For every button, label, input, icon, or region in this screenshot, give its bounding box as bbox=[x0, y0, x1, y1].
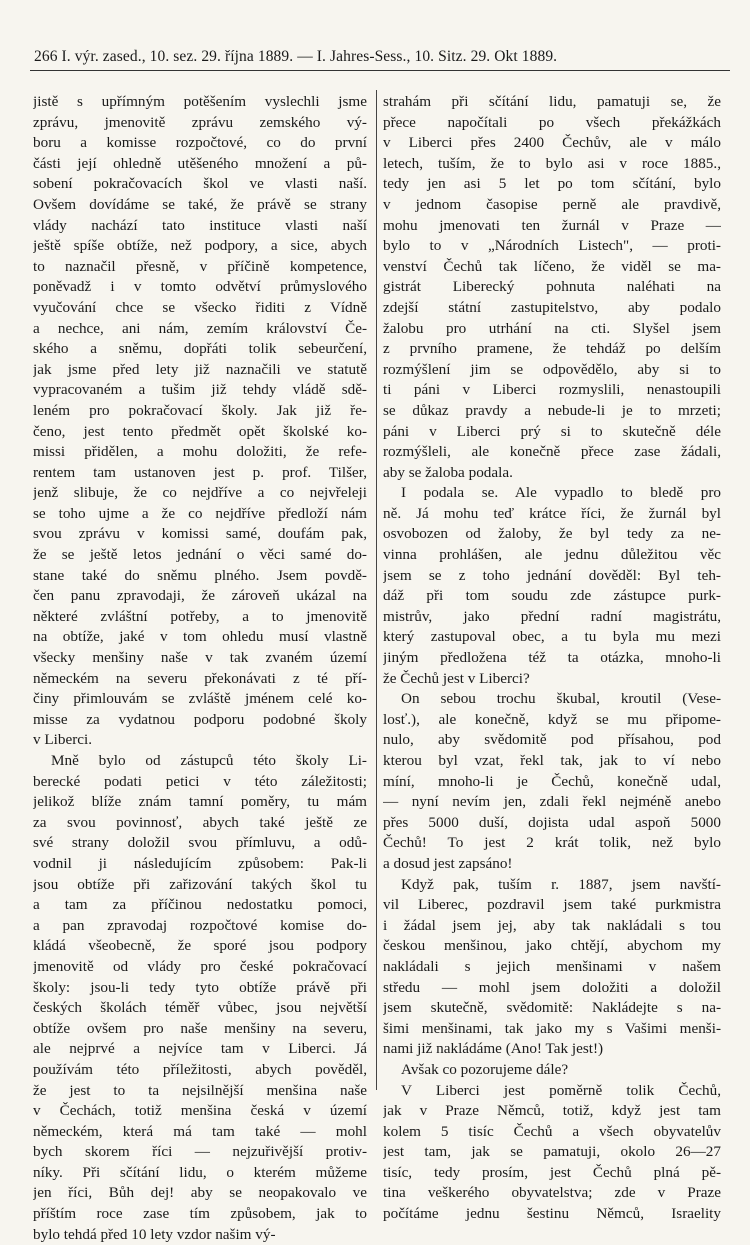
text-line: jak jsme před lety již naznačili ve statutě bbox=[33, 360, 367, 378]
text-line: jelikož blíže znám tamní poměry, tu mám bbox=[33, 793, 367, 811]
text-line: že se ještě letos jednání o věci samé do- bbox=[33, 546, 367, 564]
text-line: kterou byl vzat, řekl tak, jak to ví nebo bbox=[383, 752, 721, 769]
text-line: kolem 5 tisíc Čechů a všech obyvatelův bbox=[383, 1122, 721, 1140]
text-line: to naznačil přesně, v příčině kompetence, bbox=[33, 257, 367, 275]
text-line: níky. Při sčítání lidu, o kterém můžeme bbox=[33, 1163, 367, 1181]
text-line: páni v Liberci prý si to skutečně déle bbox=[383, 422, 721, 440]
text-line: V Liberci jest poměrně tolik Čechů, bbox=[401, 1081, 721, 1099]
text-line: německém, která má tam také — mohl bbox=[33, 1122, 367, 1140]
text-line: a tam za příčinou nedostatku pomoci, bbox=[33, 896, 367, 914]
text-line: bych skorem říci — nejzuřivější protiv- bbox=[33, 1143, 367, 1161]
text-line: v Liberci přes 2400 Čechův, ale v málo bbox=[383, 134, 721, 152]
text-line: obtíže ovšem pro naše menšiny na severu, bbox=[33, 1019, 367, 1037]
text-line: šimi menšinami, tak jako my s Vašimi menši- bbox=[383, 1019, 721, 1037]
text-line: leném pro pokračovací školy. Jak již ře- bbox=[33, 401, 367, 419]
text-line: svou zprávu v komissi samé, doufám pak, bbox=[33, 525, 367, 543]
text-line: vodnil ji následujícím způsobem: Pak-li bbox=[33, 854, 367, 872]
text-line: — nyní nevím jen, zdali řekl nejméně anebo bbox=[383, 793, 721, 811]
text-line: se důkaz pravdy a nebude-li je to mrzeti; bbox=[383, 401, 721, 419]
text-line: venství Čechů tak líčeno, že viděl se ma- bbox=[383, 257, 721, 275]
text-line: z prvního pramene, že tehdáž po delším bbox=[383, 340, 721, 358]
text-line: nakládali s jejich menšinami v našem bbox=[383, 957, 721, 975]
text-line: středu — mohl jsem doložiti a doložil bbox=[383, 978, 721, 996]
text-line: žalobu pro utrhání na cti. Slyšel jsem bbox=[383, 319, 721, 337]
text-line: míní, mnoho-li je Čechů, konečně udal, bbox=[383, 772, 721, 790]
text-line: strahám při sčítání lidu, pamatuji se, že bbox=[383, 93, 721, 110]
text-line: všecky menšiny naše v tak zvaném území bbox=[33, 649, 367, 667]
text-line: Avšak co pozorujeme dále? bbox=[401, 1060, 569, 1078]
text-line: aby se žaloba podala. bbox=[383, 463, 513, 481]
text-line: bylo to v „Národních Listech", — proti- bbox=[383, 237, 721, 255]
text-line: že Čechů jest v Liberci? bbox=[383, 669, 530, 687]
left-column bbox=[33, 92, 367, 1245]
text-line: Když pak, tuším r. 1887, jsem navští- bbox=[401, 875, 721, 893]
text-line: mohu jmenovati ten žurnál v Praze — bbox=[383, 216, 721, 234]
text-line: rozmýšleli, ale konečně přece zase žádali, bbox=[383, 443, 721, 461]
text-line: misse za vydatnou podporu podobné školy bbox=[33, 710, 367, 728]
text-line: českou menšinou, jako chtějí, abychom my bbox=[383, 937, 721, 955]
column-divider bbox=[376, 90, 377, 1090]
text-line: jak v Praze Němců, totiž, když jest tam bbox=[383, 1102, 721, 1120]
text-line: bylo tehdá před 10 lety vzdor našim vý- bbox=[33, 1225, 276, 1243]
text-line: On sebou trochu škubal, kroutil (Vese- bbox=[401, 690, 721, 708]
text-line: tedy jen asi 5 let po tom sčítání, bylo bbox=[383, 175, 721, 193]
text-line: zprávu, jmenovitě zprávu zemského vý- bbox=[33, 113, 367, 131]
text-line: ského a sněmu, dopřáti tolik sebeurčení, bbox=[33, 340, 367, 358]
text-line: školy: jsou-li tedy tyto obtíže právě při bbox=[33, 978, 367, 996]
running-header: 266 I. výr. zased., 10. sez. 29. října 1889. — I. Jahres-Sess., 10. Sitz. 29. Okt 1889. bbox=[34, 48, 558, 65]
text-line: a nechce, ani nám, zemím království Če- bbox=[33, 319, 367, 337]
text-line: jenž slibuje, že co nejdříve a co nejvřeleji bbox=[33, 484, 367, 502]
text-line: čeno, jest tento předmět opět školské ko- bbox=[33, 422, 367, 440]
text-line: a dosud jest zapsáno! bbox=[383, 854, 513, 872]
text-line: boru a komisse rozpočtové, co do první bbox=[33, 134, 367, 152]
text-line: vil Liberec, pozdravil jsem také purkmistra bbox=[383, 896, 721, 914]
text-line: ti páni v Liberci rozmyslili, nenastoupili bbox=[383, 381, 721, 399]
text-line: českých školách téměř vůbec, jsou největší bbox=[33, 999, 367, 1017]
text-line: nulo, aby svědomitě pod přísahou, pod bbox=[383, 731, 721, 749]
text-line: tina veškerého obyvatelstva; zde v Praze bbox=[383, 1184, 721, 1202]
text-line: tisíc, tedy prosím, jest Čechů plná pě- bbox=[383, 1163, 721, 1181]
text-line: Ovšem dovídáme se také, že právě se strany bbox=[33, 195, 367, 213]
text-line: kládá všeobecně, že sporé jsou podpory bbox=[33, 937, 367, 955]
text-line: zdejší státní zastupitelstvo, aby podalo bbox=[383, 298, 721, 316]
text-line: letech, tuším, že to bylo asi v roce 1885., bbox=[383, 154, 721, 172]
text-line: za svou povinnosť, abych také ještě ze bbox=[33, 813, 367, 831]
text-line: stane také do sněmu plného. Jsem povdě- bbox=[33, 566, 367, 584]
text-line: nami již nakládáme (Ano! Tak jest!) bbox=[383, 1040, 604, 1058]
text-line: jsem skutečně, svědomitě: Nakládejte s na- bbox=[383, 999, 721, 1017]
text-line: mistrův, jako přední radní magistrátu, bbox=[383, 607, 721, 625]
text-line: vinna prohlášen, ale jednu důležitou věc bbox=[383, 546, 721, 564]
text-line: se toho ujme a že co nejdříve předloží nám bbox=[33, 504, 367, 522]
text-line: vypracovaném a tušim již tehdy vládě sdě- bbox=[33, 381, 367, 399]
text-line: sobení pokračovacích škol ve vlasti naší. bbox=[33, 175, 367, 193]
text-line: jen říci, Bůh dej! aby se neopakovalo ve bbox=[33, 1184, 367, 1202]
text-line: činy přimlouvám se zvláště jménem celé ko- bbox=[33, 690, 367, 708]
text-line: ně. Já mohu teď krátce říci, že žurnál byl bbox=[383, 504, 721, 522]
text-line: osvobozen od žaloby, že byl tedy za ne- bbox=[383, 525, 721, 543]
text-line: dáž při tom soudu zde zástupce purk- bbox=[383, 587, 721, 605]
right-column bbox=[383, 92, 721, 1225]
text-line: části její ohledně utěšeného množení a pů- bbox=[33, 154, 367, 172]
text-line: missi přidělen, a mohu doložiti, že refe- bbox=[33, 443, 367, 461]
text-line: ještě spíše obtíže, než podpory, a sice, abych bbox=[33, 237, 367, 255]
text-line: berecké podati petici v této záležitosti; bbox=[33, 772, 367, 790]
text-line: jsem se z toho jednání dověděl: Byl teh- bbox=[383, 566, 721, 584]
text-line: že jest to ta nejsilnější menšina naše bbox=[33, 1081, 367, 1099]
text-line: jsou obtíže při zařizování takých škol tu bbox=[33, 875, 367, 893]
text-line: počítáme jednu šestinu Němců, Israelity bbox=[383, 1205, 721, 1223]
text-line: v jednom časopise perně ale pravdivě, bbox=[383, 195, 721, 213]
text-line: v Čechách, totiž menšina česká v území bbox=[33, 1102, 367, 1120]
text-line: své strany doložil svou přímluvu, a odů- bbox=[33, 834, 367, 852]
text-line: losť.), ale konečně, když se mu připome- bbox=[383, 710, 721, 728]
text-line: ale nejprvé a nejvíce tam v Liberci. Já bbox=[33, 1040, 367, 1058]
text-line: používám této příležitosti, abych pověděl, bbox=[33, 1060, 367, 1078]
text-line: jmenovitě od vlády pro české pokračovací bbox=[33, 957, 367, 975]
text-line: čen panu zpravodaji, že zároveň ukázal na bbox=[33, 587, 367, 605]
text-line: který zastupoval obec, a tu byla mu mezi bbox=[383, 628, 721, 646]
text-line: a pan zpravodaj rozpočtové komise do- bbox=[33, 916, 367, 934]
text-line: jistě s upřímným potěšením vyslechli jsme bbox=[33, 93, 367, 110]
text-line: gistrát Liberecký pohnuta naléhati na bbox=[383, 278, 721, 296]
text-line: Mně bylo od zástupců této školy Li- bbox=[51, 752, 367, 769]
text-line: vyučování chce se všecko řiditi z Vídně bbox=[33, 298, 367, 316]
text-line: přes 5000 duší, dojista udal aspoň 5000 bbox=[383, 813, 721, 831]
text-line: příštím roce zase tím způsobem, jak to bbox=[33, 1205, 367, 1223]
text-line: I podala se. Ale vypadlo to bledě pro bbox=[401, 484, 721, 502]
text-line: jiným předložena též ta otázka, mnoho-li bbox=[383, 649, 721, 667]
text-line: i žádal jsem jej, aby tak nakládali s tou bbox=[383, 916, 721, 934]
text-line: v Liberci. bbox=[33, 731, 93, 749]
text-line: na obtíže, jaké v tom ohledu musí vlastně bbox=[33, 628, 367, 646]
text-line: přece napočítali po všech překážkách bbox=[383, 113, 721, 131]
header-rule bbox=[30, 70, 730, 71]
text-line: Čechů! To jest 2 krát tolik, než bylo bbox=[383, 834, 721, 852]
text-line: poněvadž i v tomto odvětví průmyslového bbox=[33, 278, 367, 296]
text-line: rozmýšlení jim se odpovědělo, aby si to bbox=[383, 360, 721, 378]
text-line: některé zvláštní potřeby, a to jmenovitě bbox=[33, 607, 367, 625]
text-line: vlády nachází tato instituce vlasti naší bbox=[33, 216, 367, 234]
text-line: německém na severu překonávati z té pří- bbox=[33, 669, 367, 687]
text-line: jest tam, jak se pamatuji, okolo 26—27 bbox=[383, 1143, 721, 1161]
text-line: rentem tam ustanoven jest p. prof. Tilšer, bbox=[33, 463, 367, 481]
